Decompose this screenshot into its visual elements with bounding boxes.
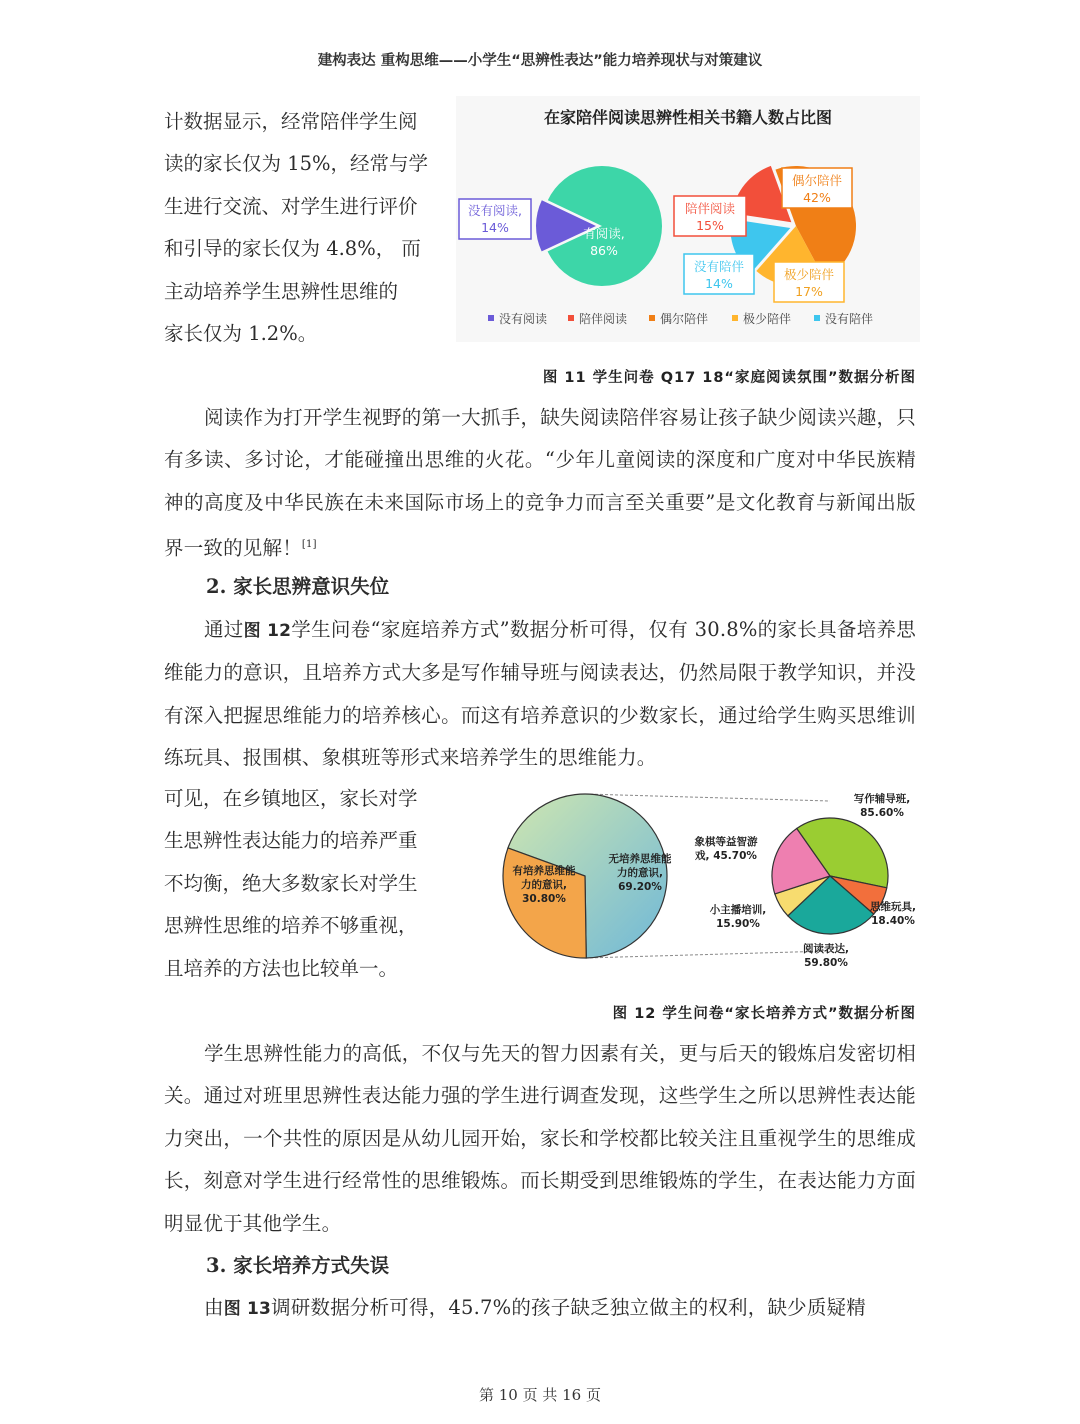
legend-item: 没有阅读 [499, 312, 548, 326]
svg-text:阅读表达,: 阅读表达, [803, 943, 849, 955]
svg-text:没有陪伴: 没有陪伴 [693, 259, 745, 274]
svg-text:象棋等益智游: 象棋等益智游 [694, 836, 758, 848]
legend-item: 陪伴阅读 [579, 312, 628, 326]
chart-legend [488, 311, 873, 326]
side-line: 不均衡，绝大多数家长对学生 [164, 871, 418, 895]
paragraph-text: 由 [204, 1296, 224, 1319]
svg-text:42%: 42% [803, 190, 831, 205]
paragraph-3 [164, 1033, 916, 1245]
figure-reference[interactable]: 图 13 [223, 1299, 272, 1319]
side-text-2 [164, 778, 449, 990]
svg-text:59.80%: 59.80% [804, 957, 848, 969]
paragraph-2 [164, 609, 916, 780]
side-text-1 [164, 101, 449, 355]
label-toys [870, 900, 916, 927]
svg-text:有培养思维能: 有培养思维能 [512, 865, 576, 877]
side-line: 主动培养学生思辨性思维的 [164, 279, 399, 303]
svg-text:写作辅导班,: 写作辅导班, [853, 793, 911, 805]
legend-swatch [732, 315, 738, 321]
svg-text:戏, 45.70%: 戏, 45.70% [695, 850, 757, 862]
svg-text:69.20%: 69.20% [618, 881, 662, 893]
label-accompany [674, 196, 746, 236]
citation[interactable]: [1] [301, 539, 317, 551]
svg-text:陪伴阅读: 陪伴阅读 [684, 201, 736, 216]
legend-swatch [568, 315, 574, 321]
svg-text:86%: 86% [590, 243, 618, 258]
label-host [710, 903, 767, 930]
connector-line [585, 794, 830, 801]
figure-12-chart [500, 786, 920, 972]
svg-text:思维玩具,: 思维玩具, [870, 901, 916, 913]
side-line: 生思辨性表达能力的培养严重 [164, 829, 418, 853]
legend-item: 极少陪伴 [743, 312, 792, 326]
paragraph-text: 调研数据分析可得，45.7%的孩子缺乏独立做主的权利，缺少质疑精 [271, 1296, 866, 1319]
svg-text:偶尔陪伴: 偶尔陪伴 [791, 173, 843, 188]
svg-text:极少陪伴: 极少陪伴 [783, 267, 835, 282]
figure-reference[interactable]: 图 12 [243, 621, 292, 641]
side-line: 思辨性思维的培养不够重视， [164, 914, 418, 938]
svg-text:18.40%: 18.40% [871, 915, 915, 927]
figure-11-caption: 图 11 学生问卷 Q17 18“家庭阅读氛围”数据分析图 [542, 370, 916, 386]
svg-text:30.80%: 30.80% [522, 893, 566, 905]
side-line: 和引导的家长仅为 4.8%， 而 [164, 237, 421, 261]
svg-text:15%: 15% [696, 218, 724, 233]
svg-text:14%: 14% [481, 220, 509, 235]
svg-text:15.90%: 15.90% [716, 918, 760, 930]
paragraph-text: 阅读作为打开学生视野的第一大抓手，缺失阅读陪伴容易让孩子缺少阅读兴趣，只有多读、多讨论，才能碰撞出思维的火花。“少年儿童阅读的深度和广度对中华民族精神的高度及中华民族在未来国际市场上的竞争力而言至关重要”是文化教育与新闻出版界一致的见解！ [164, 406, 916, 560]
label-none [684, 254, 754, 294]
label-no-read [459, 199, 531, 239]
label-reading [803, 942, 849, 969]
svg-text:14%: 14% [705, 276, 733, 291]
page-footer: 第 10 页 共 16 页 [478, 1386, 601, 1404]
paragraph-4 [164, 1287, 916, 1330]
svg-text:力的意识,: 力的意识, [617, 867, 663, 879]
side-line: 生进行交流、对学生进行评价 [164, 194, 418, 218]
running-header: 建构表达 重构思维——小学生“思辨性表达”能力培养现状与对策建议 [317, 53, 763, 69]
label-writing [854, 792, 911, 819]
legend-swatch [649, 315, 655, 321]
label-chess [695, 835, 758, 862]
svg-text:无培养思维能: 无培养思维能 [608, 853, 672, 865]
svg-text:没有阅读,: 没有阅读, [468, 203, 522, 218]
legend-item: 没有陪伴 [825, 312, 874, 326]
side-line: 家长仅为 1.2%。 [164, 322, 318, 346]
svg-text:有阅读,: 有阅读, [583, 226, 625, 241]
legend-item: 偶尔陪伴 [660, 312, 709, 326]
label-occasional [782, 168, 852, 208]
paragraph-text: 学生思辨性能力的高低，不仅与先天的智力因素有关，更与后天的锻炼启发密切相关。通过对班里思辨性表达能力强的学生进行调查发现，这些学生之所以思辨性表达能力突出，一个共性的原因是从幼儿园开始，家长和学校都比较关注且重视学生的思维成长，刻意对学生进行经常性的思维锻炼。而长期受到思维锻炼的学生，在表达能力方面明显优于其他学生。 [164, 1042, 916, 1235]
paragraph-text: 学生问卷“家庭培养方式”数据分析可得，仅有 30.8%的家长具备培养思维能力的意识，且培养方式大多是写作辅导班与阅读表达，仍然局限于教学知识，并没有深入把握思维能力的培养核心。而这有培养意识的少数家长，通过给学生购买思维训练玩具、报围棋、象棋班等形式来培养学生的思维能力。 [164, 618, 916, 770]
svg-text:小主播培训,: 小主播培训, [709, 904, 767, 916]
svg-text:力的意识,: 力的意识, [521, 879, 567, 891]
side-line: 可见，在乡镇地区，家长对学 [164, 787, 418, 810]
legend-swatch [488, 315, 494, 321]
svg-text:17%: 17% [795, 284, 823, 299]
figure-11-chart [456, 96, 920, 342]
legend-swatch [814, 315, 820, 321]
side-line: 计数据显示，经常陪伴学生阅 [164, 110, 418, 133]
chart-title: 在家陪伴阅读思辨性相关书籍人数占比图 [543, 108, 833, 127]
connector-line [585, 951, 830, 958]
section-heading-2: 2. 家长思辨意识失位 [206, 575, 390, 598]
side-line: 且培养的方法也比较单一。 [164, 956, 399, 980]
svg-text:85.60%: 85.60% [860, 807, 904, 819]
section-heading-3: 3. 家长培养方式失误 [206, 1254, 390, 1277]
figure-12-caption: 图 12 学生问卷“家长培养方式”数据分析图 [612, 1006, 916, 1022]
label-rare [774, 262, 844, 302]
paragraph-1 [164, 397, 916, 570]
side-line: 读的家长仅为 15%，经常与学 [164, 152, 429, 176]
paragraph-text: 通过 [204, 618, 244, 641]
